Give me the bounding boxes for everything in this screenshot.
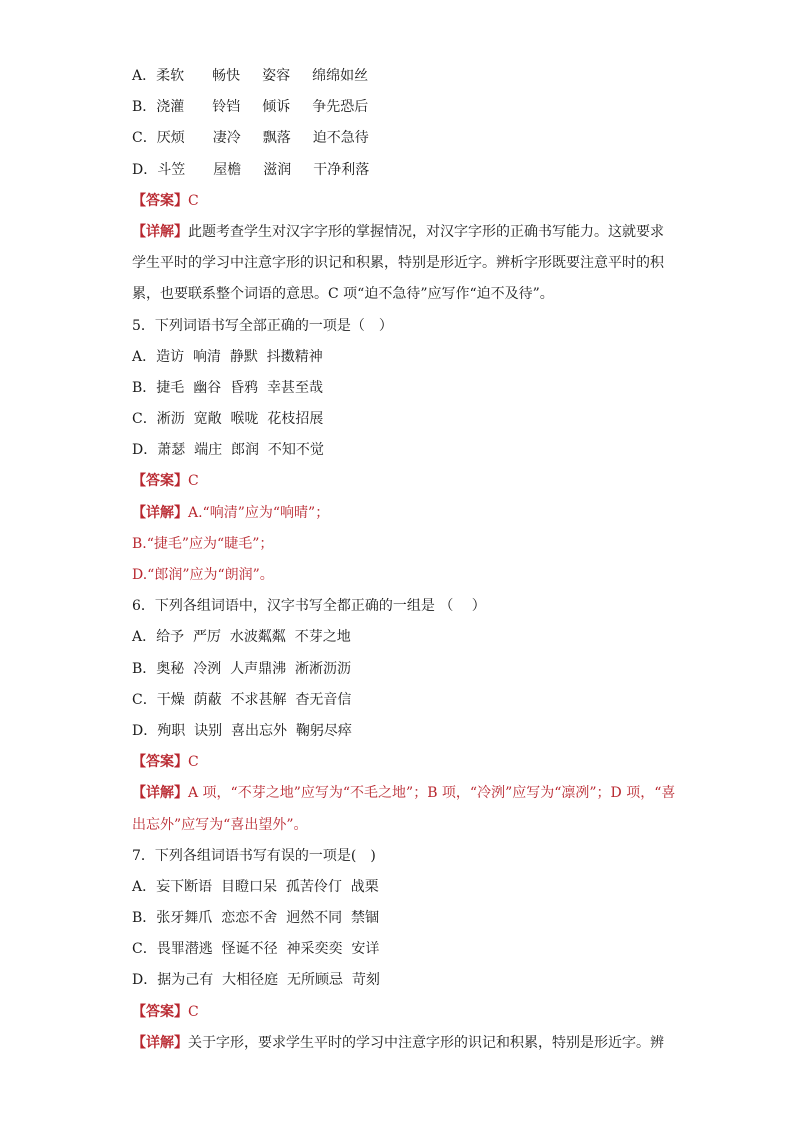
option-c: C．淅沥 宽敞 喉咙 花枝招展: [132, 411, 324, 428]
detail-line: [132, 1029, 662, 1060]
answer-line: [132, 187, 662, 218]
answer-tag: 【答案】: [132, 1003, 188, 1020]
option-d: D．据为己有 大相径庭 无所顾忌 苛刻: [132, 972, 380, 989]
option-word: 姿容: [262, 68, 291, 84]
option-letter: C．: [132, 130, 157, 147]
option-word: 凄冷: [212, 130, 241, 147]
detail-line: 学生平时的学习中注意字形的识记和积累，特别是形近字。辨析字形既要注意平时的积: [132, 255, 664, 272]
detail-tag: 【详解】: [132, 223, 188, 240]
option-c: C．干燥 荫蔽 不求甚解 杳无音信: [132, 691, 352, 708]
answer-value: C: [188, 754, 199, 771]
option-a: [132, 62, 662, 93]
option-word: 铃铛: [212, 99, 241, 116]
option-b: B．奥秘 冷洌 人声鼎沸 淅淅沥沥: [132, 660, 351, 677]
answer-value: C: [188, 473, 199, 490]
option-letter: D．: [132, 161, 158, 178]
detail-text: 关于字形，要求学生平时的学习中注意字形的识记和积累，特别是形近字。辨: [188, 1034, 664, 1051]
detail-text: A.“响清”应为“响晴”；: [188, 504, 330, 521]
option-letter: B．: [132, 99, 157, 116]
option-a: A．妄下断语 目瞪口呆 孤苦伶仃 战栗: [132, 878, 379, 895]
option-c: C．畏罪潜逃 怪诞不径 神采奕奕 安详: [132, 941, 380, 958]
detail-text: A 项，“不芽之地”应写为“不毛之地”；B 项，“冷洌”应写为“凛冽”；D 项，“喜: [188, 785, 676, 802]
option-word: 柔软: [156, 68, 185, 84]
option-word: 飘落: [262, 130, 291, 147]
document-page: [132, 62, 676, 1060]
question-title: 6．下列各组词语中，汉字书写全都正确的一组是 （ ）: [132, 598, 486, 615]
option-d: D．殉职 诀别 喜出忘外 鞠躬尽瘁: [132, 722, 352, 739]
option-a: A．给予 严厉 水波粼粼 不芽之地: [132, 629, 351, 646]
answer-value: C: [188, 192, 199, 209]
option-a: A．造访 响清 静默 抖擞精神: [132, 348, 323, 365]
detail-line: D.“郎润”应为“朗润”。: [132, 567, 274, 583]
detail-tag: 【详解】: [132, 785, 188, 802]
detail-text: 此题考查学生对汉字字形的掌握情况，对汉字字形的正确书写能力。这就要求: [188, 223, 664, 240]
option-word: 厌烦: [156, 130, 185, 147]
option-word: 迫不急待: [312, 130, 369, 147]
option-word: 畅快: [212, 68, 241, 84]
detail-tag: 【详解】: [132, 504, 188, 521]
answer-line: [132, 748, 662, 779]
option-b: [132, 93, 662, 124]
answer-tag: 【答案】: [132, 192, 188, 209]
option-word: 斗笠: [157, 161, 186, 178]
option-d: [132, 156, 662, 187]
detail-line: 出忘外”应写为“喜出望外”。: [132, 816, 308, 833]
answer-line: [132, 467, 662, 498]
detail-line: [132, 779, 676, 810]
answer-tag: 【答案】: [132, 473, 188, 490]
option-letter: A．: [132, 68, 157, 84]
answer-line: [132, 998, 662, 1029]
answer-value: C: [188, 1003, 199, 1020]
question-title: 5．下列词语书写全部正确的一项是（ ）: [132, 317, 393, 334]
option-c: [132, 124, 662, 155]
option-word: 倾诉: [262, 99, 291, 116]
detail-line: [132, 499, 662, 530]
option-b: B．捷毛 幽谷 昏鸦 幸甚至哉: [132, 379, 323, 396]
option-d: D．萧瑟 端庄 郎润 不知不觉: [132, 442, 324, 459]
option-word: 绵绵如丝: [312, 68, 369, 84]
answer-tag: 【答案】: [132, 754, 188, 771]
detail-line: [132, 218, 662, 249]
detail-line: B.“捷毛”应为“睫毛”；: [132, 535, 274, 552]
option-word: 滋润: [263, 161, 292, 178]
option-b: B．张牙舞爪 恋恋不舍 迥然不同 禁锢: [132, 910, 379, 927]
detail-tag: 【详解】: [132, 1034, 188, 1051]
option-word: 屋檐: [213, 161, 242, 178]
option-word: 争先恐后: [312, 99, 369, 116]
option-word: 浇灌: [156, 99, 185, 116]
detail-line: 累，也要联系整个词语的意思。C 项“迫不急待”应写作“迫不及待”。: [132, 286, 554, 303]
question-title: 7．下列各组词语书写有误的一项是( ): [132, 847, 376, 864]
option-word: 干净利落: [313, 161, 370, 178]
